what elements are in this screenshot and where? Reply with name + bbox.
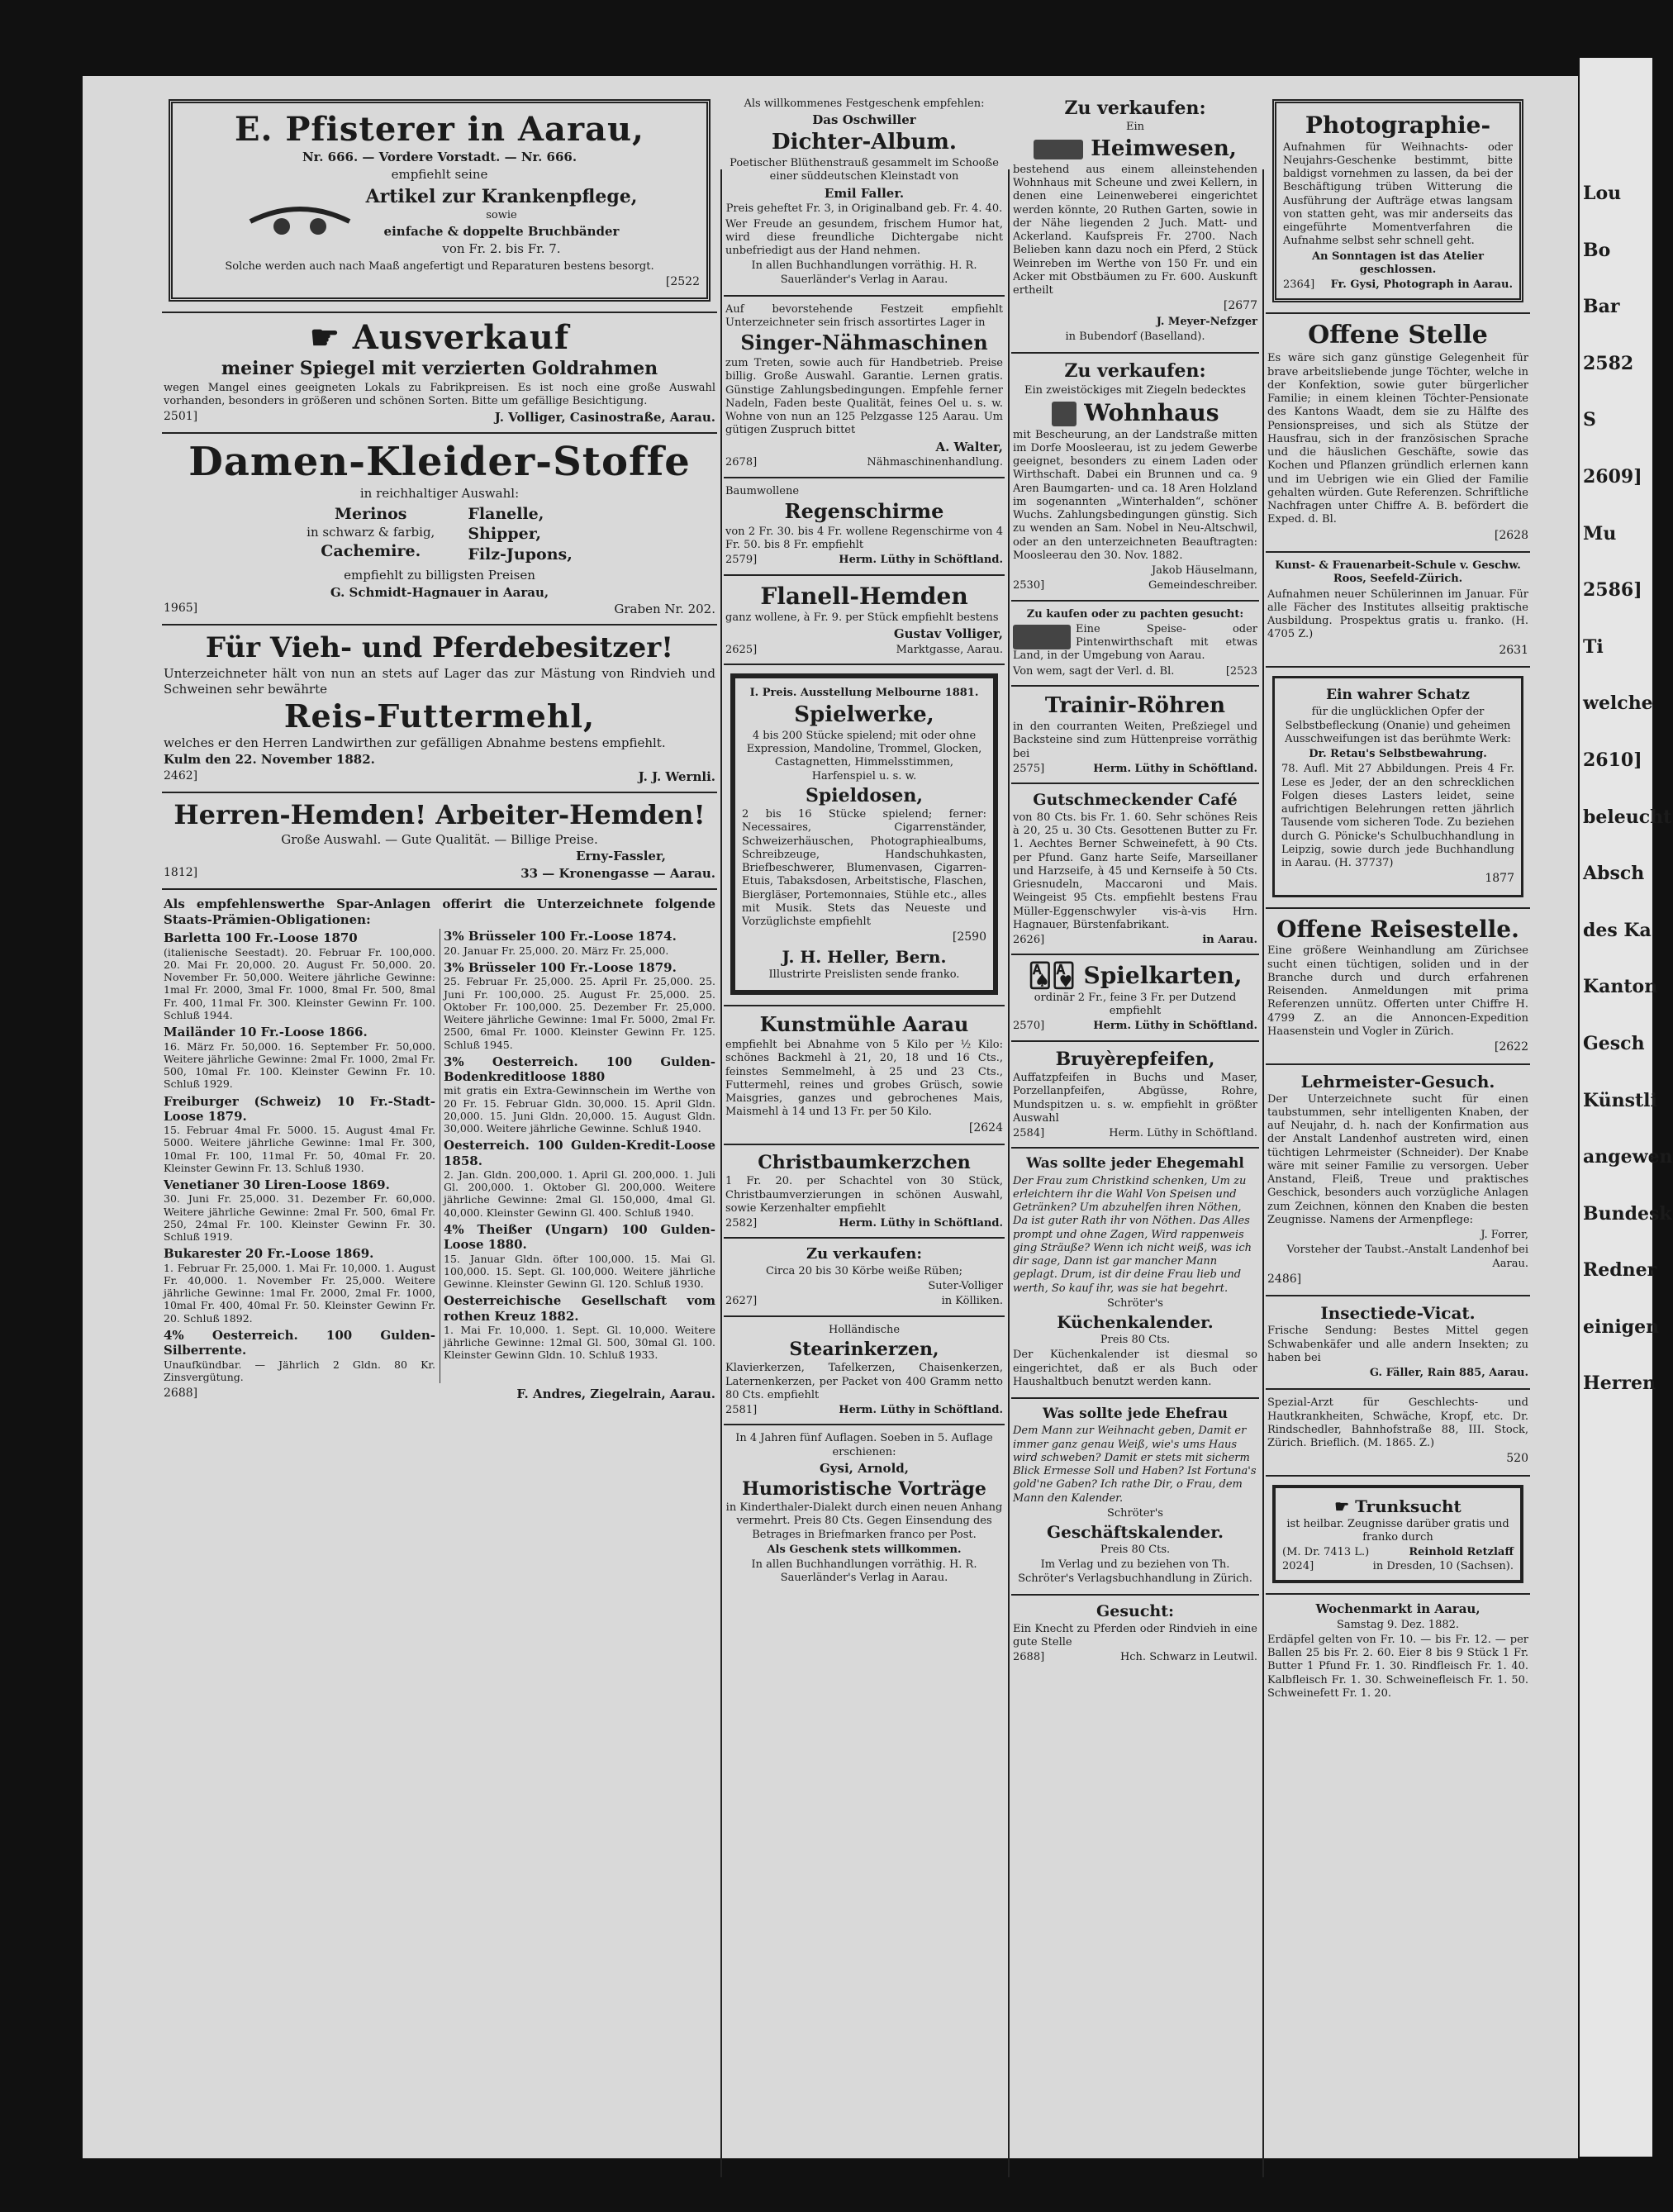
spine-fragment: Absch <box>1583 863 1645 885</box>
kalender-name: Schröter's <box>1107 1296 1163 1310</box>
ad-text: Ein Knecht zu Pferden oder Rindvieh in eine gute Stelle <box>1013 1622 1257 1648</box>
loan-entry <box>164 1177 435 1243</box>
loan-text: 25. Februar Fr. 25,000. 25. April Fr. 25,000. 25. Juni Fr. 100,000. 25. August Fr. 25,000. 25. Oktober Fr. 100,000. 25. Dezember Fr. 25,000. Weitere jährliche Gewinne: 1mal Fr. 5000, 2mal Fr. 2500, 6mal Fr. 1000. Kleinster Gewinn Fr. 125. Schluß 1945. <box>444 975 715 1051</box>
ref-number: 2486] <box>1267 1272 1302 1286</box>
loan-list <box>164 929 715 1383</box>
ad-text: mit Bescheurung, an der Landstraße mitten im Dorfe Moosleerau, ist zu jedem Gewerbe geeignet, besonders zu einem Laden oder Wirthschaft. Dabei ein Brunnen und ca. 9 Aren Baumgarten- und ca. 18 Aren Holzland im sogenannten „Winterhalden“, schöner Wuchs. Zahlungsbedingungen günstig. Sich zu wenden an Sam. Nobel in Neu-Altschwil, oder an den unterzeichneten Beauftragten: Moosleerau den 30. Nov. 1882. <box>1013 428 1257 562</box>
ad-wirthschaft <box>1011 602 1259 687</box>
building-icon <box>1052 402 1077 426</box>
ad-text: in Kinderthaler-Dialekt durch einen neuen Anhang vermehrt. Preis 80 Cts. Gegen Einsendung des Betrages in Briefmarken franco per Post. <box>725 1501 1003 1541</box>
ad-text: von 2 Fr. 30. bis 4 Fr. wollene Regenschirme von 4 Fr. 50. bis 8 Fr. empfiehlt <box>725 525 1003 552</box>
spine-fragment: Lou <box>1583 183 1622 204</box>
ref-number: 2581] <box>725 1404 758 1417</box>
signer: J. H. Heller, Bern. <box>782 946 947 967</box>
place: in Aarau. <box>1202 934 1257 947</box>
signer: Fr. Gysi, Photograph in Aarau. <box>1330 278 1513 292</box>
ad-stelle <box>1266 314 1530 553</box>
ad-text: Circa 20 bis 30 Körbe weiße Rüben; <box>765 1264 963 1277</box>
ad-singer <box>724 297 1005 478</box>
ad-text: ganz wollene, à Fr. 9. per Stück empfiehlt bestens <box>725 611 999 625</box>
ad-text: in den courranten Weiten, Preßziegel und Backsteine sind zum Hüttenpreise vorräthig bei <box>1013 721 1257 760</box>
ad-insekt <box>1266 1296 1530 1390</box>
ref-number: 2579] <box>725 554 758 567</box>
ad-title: Bruyèrepfeifen, <box>1055 1048 1215 1070</box>
house-icon <box>1034 140 1083 159</box>
ad-title: Stearinkerzen, <box>789 1338 939 1360</box>
address: Graben Nr. 202. <box>614 602 715 617</box>
loan-text: 1. Mai Fr. 10,000. 1. Sept. Gl. 10,000. Weitere jährliche Gewinne: 12mal Gl. 500, 30mal Gl. 100. Kleinster Gewinn Gldn. 10. Schluß 1933. <box>444 1323 715 1362</box>
loan-title: Mailänder 10 Fr.-Loose 1866. <box>164 1025 368 1040</box>
ad-subtitle: meiner Spiegel mit verzierten Goldrahmen <box>221 358 658 380</box>
loan-entry <box>164 930 435 1021</box>
place: in Kölliken. <box>941 1295 1003 1308</box>
head: In 4 Jahren fünf Auflagen. Soeben in 5. Auflage erschienen: <box>735 1432 993 1458</box>
spine-text <box>1580 182 1673 1396</box>
ad-title: Kunstmühle Aarau <box>759 1012 969 1037</box>
loan-entry <box>444 960 715 1051</box>
ref-number: 2462] <box>164 769 198 783</box>
bottom: empfiehlt zu billigsten Preisen <box>344 567 535 583</box>
spine-fragment: welche <box>1583 692 1653 715</box>
loan-text: Unaufkündbar. — Jährlich 2 Gldn. 80 Kr. Zinsvergütung. <box>164 1358 435 1383</box>
ad-title: Insectiede-Vicat. <box>1320 1303 1476 1324</box>
signer: Jakob Häuselmann, <box>1151 564 1257 578</box>
sub: Ein <box>1125 121 1145 134</box>
ad-schatz <box>1266 668 1530 909</box>
ad-album <box>724 91 1005 297</box>
loan-title: Oesterreich. 100 Gulden-Kredit-Loose 1858. <box>444 1138 715 1168</box>
kalender-price: Preis 80 Cts. <box>1100 1334 1171 1347</box>
spine-fragment: Bo <box>1583 239 1611 261</box>
loan-text: 2. Jan. Gldn. 200,000. 1. April Gl. 200,000. 1. Juli Gl. 200,000. 1. Oktober Gl. 200,000. Weitere jährliche Gewinne: 2mal Gl. 150,000, 4mal Gl. 40,000. Kleinster Gewinn Gl. 400. Schluß 1940. <box>444 1168 715 1219</box>
loan-entry <box>164 1094 435 1175</box>
ad-text: Erdäpfel gelten von Fr. 10. — bis Fr. 12. — per Ballen 25 bis Fr. 2. 60. Eier 8 bis 9 Stück 1 Fr. Butter 1 Pfund Fr. 1. 30. Rindfleisch Fr. 1. 40. Kalbfleisch Fr. 1. 30. Schweinefleisch Fr. 1. 50. Schweinefett Fr. 1. 20. <box>1267 1633 1528 1700</box>
loan-title: Barletta 100 Fr.-Loose 1870 <box>164 930 358 946</box>
ad-text: Frische Sendung: Bestes Mittel gegen Schwabenkäfer und alle andern Insekten; zu haben bei <box>1267 1325 1528 1364</box>
item: Cachemire. <box>321 542 421 561</box>
ad-title: Spielkarten, <box>1083 962 1243 990</box>
book: Dr. Retau's Selbstbewahrung. <box>1309 748 1487 761</box>
ad-text: Unterzeichneter hält von nun an stets auf Lager das zur Mästung von Rindvieh und Schweinen sehr bewährte <box>164 666 715 697</box>
name: Wohnhaus <box>1084 398 1219 426</box>
ad-title: Zu kaufen oder zu pachten gesucht: <box>1026 607 1244 621</box>
ad-text: Klavierkerzen, Tafelkerzen, Chaisenkerzen, Laternenkerzen, per Packet von 400 Gramm netto 80 Cts. empfiehlt <box>725 1362 1003 1401</box>
loan-entry <box>164 1328 435 1383</box>
intro: in reichhaltiger Auswahl: <box>359 485 520 501</box>
signer: J. Meyer-Nefzger <box>1156 315 1257 328</box>
gift: Als Geschenk stets willkommen. <box>767 1543 962 1556</box>
ref-number: [2522 <box>665 274 700 288</box>
signer: G. Schmidt-Hagnauer in Aarau, <box>330 584 549 600</box>
column-2 <box>724 91 1005 2177</box>
ref-number: 2582] <box>725 1217 758 1230</box>
ad-kunstmuehle <box>724 1006 1005 1145</box>
ad-ehefrau <box>1011 1399 1259 1596</box>
spine-fragment: des Ka <box>1583 919 1652 941</box>
ad-vieh <box>162 626 717 793</box>
desc: Poetischer Blüthenstrauß gesammelt im Schooße einer süddeutschen Kleinstadt von <box>730 157 999 183</box>
ad-rueben <box>724 1239 1005 1316</box>
loan-title: 4% Theißer (Ungarn) 100 Gulden-Loose 1880. <box>444 1221 715 1253</box>
poem: Der Frau zum Christkind schenken, Um zu erleichtern ihr die Wahl Von Speisen und Getränken? Um abzuhelfen ihren Nöthen, Da ist guter Rath ihr von Nöthen. Das Alles prompt und ohne Zagen, Wird rappenweis ging Sträuße? Wenn ich nicht weiß, was ich dir sage, Dann ist gar mancher Mann geplagt. Drum, ist dir deine Frau lieb und werth, So kauf ihr, was sie hat begehrt. <box>1013 1174 1252 1295</box>
ad-text-2: 78. Aufl. Mit 27 Abbildungen. Preis 4 Fr. Lese es Jeder, der an den schrecklichen Folgen dieses Lasters leidet, seine aufrichtigen Belehrungen retten jährlich Tausende vom sicheren Tode. Zu beziehen durch G. Pönicke's Schulbuchhandlung in Leipzig, sowie durch jede Buchhandlung in Aarau. (H. 37737) <box>1281 763 1514 870</box>
price: Preis geheftet Fr. 3, in Originalband geb. Fr. 4. 40. <box>725 202 1003 216</box>
column-1 <box>162 91 717 2177</box>
column-4 <box>1266 91 1530 2177</box>
loan-title: 4% Oesterreich. 100 Gulden-Silberrente. <box>164 1327 435 1358</box>
ad-text: zum Treten, sowie auch für Handbetrieb. Preise billig. Große Auswahl. Garantie. Lernen gratis. Günstige Zahlungsbedingungen. Empfehle ferner Nadeln, Faden beste Qualität, feines Oel u. s. w. Wohne von nun an 125 Pelzgasse 125 Aarau. Um gütigen Zuspruch bittet <box>725 357 1003 437</box>
author: Emil Faller. <box>824 185 905 201</box>
sub: Das Oschwiller <box>812 112 916 128</box>
ref-number: 520 <box>1506 1452 1528 1466</box>
signer: Gustav Volliger, <box>893 626 1003 642</box>
ad-vortraege <box>724 1425 1005 1593</box>
spine-fragment: 2610] <box>1583 749 1642 771</box>
item: Merinos <box>334 504 407 523</box>
loan-text: 15. Januar Gldn. öfter 100,000. 15. Mai Gl. 100,000. 15. Sept. Gl. 100,000. Weitere jährliche Gewinne. Kleinster Gewinn Gl. 120. Schluß 1930. <box>444 1252 715 1291</box>
ad-title: Zu verkaufen: <box>806 1245 923 1263</box>
ref-number: 1812] <box>164 866 198 880</box>
item: Shipper, <box>468 525 541 544</box>
ad-text: Aufnahmen neuer Schülerinnen im Januar. Für alle Fächer des Institutes allseitig praktische Ausbildung. Prospektus gratis u. franko. (H. 4705 Z.) <box>1267 587 1528 641</box>
ad-title: Offene Stelle <box>1308 321 1488 350</box>
ad-title: Humoristische Vorträge <box>742 1477 986 1500</box>
ad-title: Ausverkauf <box>352 318 570 358</box>
intro: Auf bevorstehende Festzeit empfiehlt Unterzeichneter sein frisch assortirtes Lager in <box>725 302 1003 330</box>
ref-number: 2364] <box>1283 278 1315 292</box>
place: in Dresden, 10 (Sachsen). <box>1372 1559 1514 1572</box>
spine-fragment: Ti <box>1583 635 1604 658</box>
date: Kulm den 22. November 1882. <box>164 752 375 768</box>
ad-spielkarten <box>1011 955 1259 1041</box>
ad-title: Trunksucht <box>1355 1496 1461 1516</box>
loan-text: 1. Februar Fr. 25,000. 1. Mai Fr. 10,000. 1. August Fr. 40,000. 1. November Fr. 25,000. Weitere jährliche Gewinne: 1mal Fr. 2000, 2mal Fr. 1000, 10mal Fr. 400, 40mal Fr. 50. Kleinster Gewinn Fr. 20. Schluß 1892. <box>164 1261 435 1325</box>
role: Gemeindeschreiber. <box>1148 579 1257 592</box>
ad-schirme <box>724 478 1005 576</box>
role: Nähmaschinenhandlung. <box>867 456 1003 469</box>
loan-entry <box>164 1025 435 1090</box>
ad-stearin <box>724 1317 1005 1426</box>
pointing-hand-icon: ☛ <box>309 318 353 358</box>
publisher: In allen Buchhandlungen vorräthig. H. R. Sauerländer's Verlag in Aarau. <box>751 1558 977 1585</box>
ref-number: [2628 <box>1494 528 1528 542</box>
ad-title: Was sollte jeder Ehegemahl <box>1026 1155 1244 1173</box>
ad-pfisterer <box>162 91 717 313</box>
address: 33 — Kronengasse — Aarau. <box>520 866 715 882</box>
ad-spezial <box>1266 1390 1530 1477</box>
author: Gysi, Arnold, <box>820 1460 909 1476</box>
signer: Herm. Lüthy in Schöftland. <box>1109 1127 1257 1140</box>
signer: Herm. Lüthy in Schöftland. <box>1093 762 1257 775</box>
signer: Herm. Lüthy in Schöftland. <box>839 1404 1003 1417</box>
signer: Reinhold Retzlaff <box>1409 1546 1514 1559</box>
kalender-price: Preis 80 Cts. <box>1100 1544 1171 1557</box>
loan-entry <box>444 929 715 957</box>
head: I. Preis. Ausstellung Melbourne 1881. <box>749 687 979 700</box>
ad-text: wegen Mangel eines geeigneten Lokals zu Fabrikpreisen. Es ist noch eine große Auswahl vorhanden, besonders in größeren und schönen Sorten. Bitte um gefällige Besichtigung. <box>164 381 715 408</box>
ad-roehren <box>1011 687 1259 784</box>
signer: J. Forrer, <box>1481 1229 1528 1242</box>
loan-title: Venetianer 30 Liren-Loose 1869. <box>164 1177 390 1193</box>
ref-number: 2575] <box>1013 762 1045 775</box>
signer: G. Fäller, Rain 885, Aarau. <box>1369 1367 1528 1380</box>
ad-border <box>169 99 711 302</box>
product: Artikel zur Krankenpflege, <box>365 185 638 207</box>
ref-number: 2626] <box>1013 934 1045 947</box>
intro: empfiehlt seine <box>391 166 488 182</box>
sowie: sowie <box>486 208 517 221</box>
ref-number: [2590 <box>952 930 986 944</box>
ad-hemden <box>162 793 717 890</box>
signer: F. Andres, Ziegelrain, Aarau. <box>516 1387 715 1402</box>
ad-title: Trainir-Röhren <box>1044 692 1226 718</box>
loan-text: mit gratis ein Extra-Gewinnschein im Werthe von 20 Fr. 15. Februar Gldn. 30,000. 15. April Gldn. 20,000. 15. Juni Gldn. 20,000. 15. August Gldn. 30,000. Weitere jährliche Gewinne. Schluß 1940. <box>444 1084 715 1135</box>
ad-title: Gutschmeckender Café <box>1033 791 1238 809</box>
ref-number: [2523 <box>1225 664 1257 678</box>
spine-fragment: einigen <box>1583 1315 1660 1338</box>
loan-text: 20. Januar Fr. 25,000. 20. März Fr. 25,000. <box>444 944 669 957</box>
note: Von wem, sagt der Verl. d. Bl. <box>1013 664 1175 678</box>
loan-entry <box>444 1293 715 1361</box>
ad-title: Kunst- & Frauenarbeit-Schule v. Geschw. Roos, Seefeld-Zürich. <box>1275 559 1521 586</box>
kalender-name: Schröter's <box>1107 1506 1163 1520</box>
ad-lotterie <box>162 890 717 1409</box>
ad-title: Gesucht: <box>1096 1601 1174 1620</box>
ad-text: Spezial-Arzt für Geschlechts- und Hautkrankheiten, Schwäche, Kropf, etc. Dr. Rindschedler, Bahnhofstraße 88, III. Stock, Zürich. Brieflich. (M. 1865. Z.) <box>1267 1396 1528 1450</box>
loan-title: 3% Brüsseler 100 Fr.-Loose 1874. <box>444 929 677 944</box>
signer: Herm. Lüthy in Schöftland. <box>839 1217 1003 1230</box>
ad-title-2: Spieldosen, <box>805 784 924 806</box>
publisher: In allen Buchhandlungen vorräthig. H. R. Sauerländer's Verlag in Aarau. <box>751 259 977 286</box>
ref-number: 1877 <box>1485 872 1514 886</box>
column-3 <box>1011 91 1259 2177</box>
ref-number: [2677 <box>1223 299 1257 313</box>
place: in Bubendorf (Baselland). <box>1065 331 1205 344</box>
loan-title: Freiburger (Schweiz) 10 Fr.-Stadt-Loose 1879. <box>164 1093 435 1124</box>
ad-title: Was sollte jede Ehefrau <box>1043 1406 1228 1423</box>
ad-text: Wer Freude an gesundem, frischem Humor hat, wird diese freundliche Dichtergabe nicht unbefriedigt aus der Hand nehmen. <box>725 217 1003 258</box>
loan-title: 3% Brüsseler 100 Fr.-Loose 1879. <box>444 959 677 975</box>
spine-fragment: Herren <box>1583 1372 1656 1395</box>
ad-text: bestehend aus einem alleinstehenden Wohnhaus mit Scheune und zwei Kellern, in denen eine Leinenweberei eingerichtet werden könnte, 20 Ruthen Garten, sowie in der Nähe liegenden 2 Juch. Matt- und Ackerland. Kaufspreis Fr. 2700. Nach Belieben kann dazu noch ein Pferd, 2 Stück Weinreben im Werthe von 150 Fr. und ein Acker mit Obstbäumen zu Fr. 600. Auskunft ertheilt <box>1013 163 1257 297</box>
poem: Dem Mann zur Weihnacht geben, Damit er immer ganz genau Weiß, wie's ums Haus wird schweben? Damit er stets mit sicherm Blick Ermesse Soll und Haben? Ist Fortuna's gold'ne Gaben? Ich rathe Dir, o Frau, dem Mann den Kalender. <box>1013 1425 1257 1505</box>
address: Nr. 666. — Vordere Vorstadt. — Nr. 666. <box>302 150 577 164</box>
loan-text: 15. Februar 4mal Fr. 5000. 15. August 4mal Fr. 5000. Weitere jährliche Gewinne: 1mal Fr. 300, 10mal Fr. 100, 11mal Fr. 50, 40mal Fr. 20. Kleinster Gewinn Fr. 13. Schluß 1930. <box>164 1124 435 1174</box>
product: Reis-Futtermehl, <box>283 697 596 735</box>
head: Baumwollene <box>725 484 800 497</box>
ad-spielwerke <box>724 665 1005 1006</box>
ad-text: von 80 Cts. bis Fr. 1. 60. Sehr schönes Reis à 20, 25 u. 30 Cts. Gesottenen Butter zu Fr. 1. Aechtes Berner Schweinefett, à 90 Cts. per Pfund. Ganz harte Seife, Marseillaner und Harzseife, à 45 und Kernseife à 50 Cts. Griesnudeln, Maccaroni und Mais. Weingeist 95 Cts. empfiehlt bestens Frau Müller-Eggenschwyler vis-à-vis Hrn. Hagnauer, Bürstenfabrikant. <box>1013 811 1257 931</box>
ad-ehegemahl <box>1011 1149 1259 1399</box>
ref-number: 1965] <box>164 602 198 616</box>
playing-cards-icon: 🂡🂱 <box>1028 962 1084 990</box>
ad-text: 4 bis 200 Stücke spielend; mit oder ohne Expression, Mandoline, Trommel, Glocken, Castagnetten, Himmelsstimmen, Harfenspiel u. s. w. <box>746 729 982 783</box>
ad-lehrmeister <box>1266 1065 1530 1297</box>
spine-fragment: S <box>1583 409 1596 431</box>
intro: Ein zweistöckiges mit Ziegeln bedecktes <box>1024 383 1247 397</box>
item: Filz-Jupons, <box>468 545 573 564</box>
ref-number: 2570] <box>1013 1020 1045 1033</box>
spine-fragment: angewen <box>1583 1146 1673 1168</box>
loan-entry <box>444 1054 715 1135</box>
signer: A. Walter, <box>935 439 1003 454</box>
name: Heimwesen, <box>1091 136 1237 161</box>
intro: Als empfehlenswerthe Spar-Anlagen offerirt die Unterzeichnete folgende Staats-Prämien-Obligationen: <box>164 896 715 927</box>
price: von Fr. 2. bis Fr. 7. <box>442 240 561 256</box>
ad-text: 1 Fr. 20. per Schachtel von 30 Stück, Christbaumverzierungen in schönen Auswahl, sowie Kerzenhalter empfiehlt <box>725 1175 1003 1215</box>
loan-text: 30. Juni Fr. 25,000. 31. Dezember Fr. 60,000. Weitere jährliche Gewinne: 2mal Fr. 500, 6mal Fr. 250, 24mal Fr. 100. Kleinster Gewinn Fr. 30. Schluß 1919. <box>164 1192 435 1244</box>
ad-kerzen <box>724 1145 1005 1239</box>
loan-entry <box>164 1246 435 1325</box>
loan-title: Bukarester 20 Fr.-Loose 1869. <box>164 1246 374 1262</box>
ad-frauenarbeit <box>1266 553 1530 668</box>
ad-text: Der Unterzeichnete sucht für einen taubstummen, sehr intelligenten Knaben, der auf Neujahr, d. h. nach der Konfirmation aus der Anstalt Landenhof austreten wird, einen tüchtigen Lehrmeister (Schneider). Der Knabe wäre mit seiner Familie zu versorgen. Ueber Anstand, Fleiß, Treue und praktisches Geschick, besonders auch vorzügliche Anlagen zum Zeichnen, können den Knaben die besten Zeugnisse. Namens der Armenpflege: <box>1267 1092 1528 1226</box>
ad-text: Aufnahmen für Weihnachts- oder Neujahrs-Geschenke bestimmt, bitte baldigst vornehmen zu lassen, da bei der Beschäftigung trüben Witterung die Ausführung der Aufträge etwas langsam von statten geht, was mir anderseits das eingeführte Momentverfahren die Aufnahme selbst sehr schnell geht. <box>1283 140 1513 248</box>
head: Holländische <box>828 1323 901 1336</box>
ref-number: [2624 <box>968 1120 1003 1135</box>
spine-fragment: Bar <box>1583 296 1620 318</box>
note: Solche werden auch nach Maaß angefertigt und Reparaturen bestens besorgt. <box>225 259 654 273</box>
spine-fragment: Redner <box>1583 1259 1657 1282</box>
spine-fragment: 2609] <box>1583 465 1642 488</box>
item: Flanelle, <box>468 504 544 523</box>
ad-title: Flanell-Hemden <box>760 582 968 610</box>
signer: J. J. Wernli. <box>638 769 715 785</box>
ref-number: [2622 <box>1494 1040 1528 1054</box>
chalet-icon <box>1013 625 1071 649</box>
ref-number: 2678] <box>725 456 758 469</box>
ad-title: Spielwerke, <box>794 702 934 727</box>
column-rule <box>720 169 722 2177</box>
ad-title: Für Vieh- und Pferdebesitzer! <box>205 631 674 665</box>
trusses: einfache & doppelte Bruchbänder <box>383 224 620 240</box>
ad-wohnhaus <box>1011 354 1259 601</box>
ad-text: empfiehlt bei Abnahme von 5 Kilo per ½ Kilo: schönes Backmehl à 21, 20, 18 und 16 Cts., feinstes Semmelmehl, à 25 und 23 Cts., Futtermehl, reines und grobes Grüsch, sowie Maisgries, ganzes und gebrochenes Mais, Maismehl à 14 und 13 Fr. per 50 Kilo. <box>725 1039 1003 1119</box>
loan-text: (italienische Seestadt). 20. Februar Fr. 100,000. 20. Mai Fr. 20,000. 20. August Fr. 50,000. 20. November Fr. 50,000. Weitere jährliche Gewinne: 1mal Fr. 2000, 3mal Fr. 1000, 8mal Fr. 500, 8mal Fr. 400, 11mal Fr. 300. Kleinster Gewinn Fr. 100. Schluß 1944. <box>164 945 435 1021</box>
ref-number: 2688] <box>1013 1651 1045 1664</box>
date: Samstag 9. Dez. 1882. <box>1336 1618 1460 1631</box>
column-rule <box>1008 169 1010 2177</box>
ad-title: Christbaumkerzchen <box>758 1152 971 1173</box>
spine-fragment: 2582 <box>1583 352 1634 374</box>
spine-fragment: beleucht <box>1583 806 1672 828</box>
kalender-title: Geschäftskalender. <box>1047 1522 1224 1543</box>
advertiser-name: E. Pfisterer in Aarau, <box>235 110 644 149</box>
ref-number: 2688] <box>164 1387 198 1401</box>
ad-markt <box>1266 1595 1530 1709</box>
address: Marktgasse, Aarau. <box>896 644 1003 657</box>
spine-fragment: Kanton <box>1583 976 1658 998</box>
code: (M. Dr. 7413 L.) <box>1282 1546 1370 1559</box>
loan-title: 3% Oesterreich. 100 Gulden-Bodenkreditloose 1880 <box>444 1054 715 1085</box>
ad-title: Zu verkaufen: <box>1064 360 1206 383</box>
ad-gesucht <box>1011 1596 1259 1672</box>
ref-number: 2631 <box>1499 643 1528 657</box>
pointing-hand-icon: ☛ <box>1334 1496 1356 1516</box>
publisher: Im Verlag und zu beziehen von Th. Schröter's Verlagsbuchhandlung in Zürich. <box>1018 1558 1252 1585</box>
ad-spiegel <box>162 313 717 434</box>
ad-cafe <box>1011 784 1259 955</box>
spine-fragment: 2586] <box>1583 579 1642 602</box>
signer: Erny-Fassler, <box>576 849 666 864</box>
ad-text: ordinär 2 Fr., feine 3 Fr. per Dutzend empfiehlt <box>1034 991 1237 1018</box>
ad-title: Damen-Kleider-Stoffe <box>188 439 691 486</box>
spine-fragment: Bundesk <box>1583 1202 1672 1225</box>
truss-icon <box>242 203 358 240</box>
adjacent-page-edge <box>1580 58 1673 2157</box>
ad-text: Eine Speise- oder Pintenwirthschaft mit etwas Land, in der Umgebung von Aarau. <box>1013 622 1257 663</box>
ad-title: Regenschirme <box>784 498 944 523</box>
ad-flanell <box>724 576 1005 666</box>
ad-title: Zu verkaufen: <box>1064 98 1206 119</box>
ad-text: Es wäre sich ganz günstige Gelegenheit für brave arbeitsliebende junge Töchter, welche in der Konfektion, sowie guter bürgerlicher Familie; in einem kleinen Töchter-Pensionate des Kantons Waadt, dem sie zu Hälfte des Pensionspreises, und sich als Stütze der Hausfrau, sich in der französischen Sprache und die häuslichen Geschäfte, sowie das Kochen und Pflanzen gründlich erlernen kann und im Uebrigen wie ein Glied der Familie gehalten würden. Gute Referenzen. Schriftliche Nachfragen unter Chiffre A. B. befördert die Exped. d. Bl. <box>1267 352 1528 526</box>
loan-title: Oesterreichische Gesellschaft vom rothen Kreuz 1882. <box>444 1293 715 1324</box>
ad-title: Lehrmeister-Gesuch. <box>1300 1071 1495 1092</box>
column-rule <box>1262 169 1264 2177</box>
ad-text: Große Auswahl. — Gute Qualität. — Billige Preise. <box>281 831 598 847</box>
ad-title: Singer-Nähmaschinen <box>740 331 988 355</box>
ref-number: 2627] <box>725 1295 758 1308</box>
note: An Sonntagen ist das Atelier geschlossen. <box>1311 250 1485 276</box>
loan-text: 16. März Fr. 50,000. 16. September Fr. 50,000. Weitere jährliche Gewinne: 2mal Fr. 1000, 2mal Fr. 500, 10mal Fr. 100. Kleinster Gewinn Fr. 10. Schluß 1929. <box>164 1039 435 1091</box>
ad-text: welches er den Herren Landwirthen zur gefälligen Abnahme bestens empfiehlt. <box>164 735 666 750</box>
ad-text: Auffatzpfeifen in Buchs und Maser, Porzellanpfeifen, Abgüsse, Rohre, Mundspitzen u. s. w. empfiehlt in größter Auswahl <box>1013 1072 1257 1125</box>
loan-entry <box>444 1222 715 1290</box>
ad-title: Herren-Hemden! Arbeiter-Hemden! <box>173 798 706 830</box>
ref-number: 2530] <box>1013 579 1045 592</box>
ad-photo <box>1266 91 1530 314</box>
ad-heimwesen <box>1011 91 1259 354</box>
item: in schwarz & farbig, <box>307 525 435 540</box>
ad-reisestelle <box>1266 909 1530 1065</box>
ad-text-2: 2 bis 16 Stücke spielend; ferner: Necessaires, Cigarrenständer, Schweizerhäuschen, Photographiealbums, Schreibzeuge, Handschuhkasten, Briefbeschwerer, Blumenvasen, Cigarren-Etuis, Tabaksdosen, Arbeitstische, Flaschen, Biergläser, Portemonnaies, Stühle etc., alles mit Musik. Stets das Neueste und Vorzüglichste empfiehlt <box>742 808 986 929</box>
ref-number: 2024] <box>1282 1559 1314 1572</box>
ad-title: Offene Reisestelle. <box>1276 915 1519 943</box>
signer: Herm. Lüthy in Schöftland. <box>1093 1020 1257 1033</box>
ad-title: Dichter-Album. <box>772 130 957 155</box>
ad-title: Wochenmarkt in Aarau, <box>1315 1601 1481 1616</box>
signer: J. Volliger, Casinostraße, Aarau. <box>494 410 715 426</box>
ad-text: Eine größere Weinhandlung am Zürichsee sucht einen tüchtigen, soliden und in der Branche durch und durch erfahrenen Reisenden. Anmeldungen mit prima Referenzen unnütz. Offerten unter Chiffre H. 4799 Z. an die Annoncen-Expedition Haasenstein und Vogler in Zürich. <box>1267 944 1528 1038</box>
ad-trunksucht <box>1266 1477 1530 1595</box>
ad-text: ist heilbar. Zeugnisse darüber gratis und franko durch <box>1286 1517 1509 1544</box>
note: Illustrirte Preislisten sende franko. <box>768 968 960 981</box>
role: Vorsteher der Taubst.-Anstalt Landenhof bei Aarau. <box>1286 1244 1528 1270</box>
kalender-text: Der Küchenkalender ist diesmal so eingerichtet, daß er als Buch oder Haushaltbuch benutzt werden kann. <box>1013 1349 1257 1388</box>
ad-title: Ein wahrer Schatz <box>1326 687 1470 704</box>
signer: Hch. Schwarz in Leutwil. <box>1119 1651 1257 1664</box>
ad-pfeifen <box>1011 1042 1259 1149</box>
ref-number: 2501] <box>164 410 198 424</box>
signer: Herm. Lüthy in Schöftland. <box>839 554 1003 567</box>
spine-fragment: Gesch <box>1583 1032 1645 1054</box>
spine-fragment: Mu <box>1583 522 1617 545</box>
ref-number: 2625] <box>725 644 758 657</box>
ad-text: für die unglücklichen Opfer der Selbstbefleckung (Onanie) und geheimen Ausschweifungen ist das berühmte Werk: <box>1285 706 1511 745</box>
ad-kleider <box>162 434 717 626</box>
head: Als willkommenes Festgeschenk empfehlen: <box>744 98 985 110</box>
kalender-title: Küchenkalender. <box>1057 1312 1214 1333</box>
spine-fragment: Künstli <box>1583 1089 1657 1111</box>
loan-entry <box>444 1138 715 1219</box>
ref-number: 2584] <box>1013 1127 1045 1140</box>
signer: Suter-Volliger <box>928 1280 1003 1293</box>
ad-title: Photographie- <box>1305 112 1491 139</box>
